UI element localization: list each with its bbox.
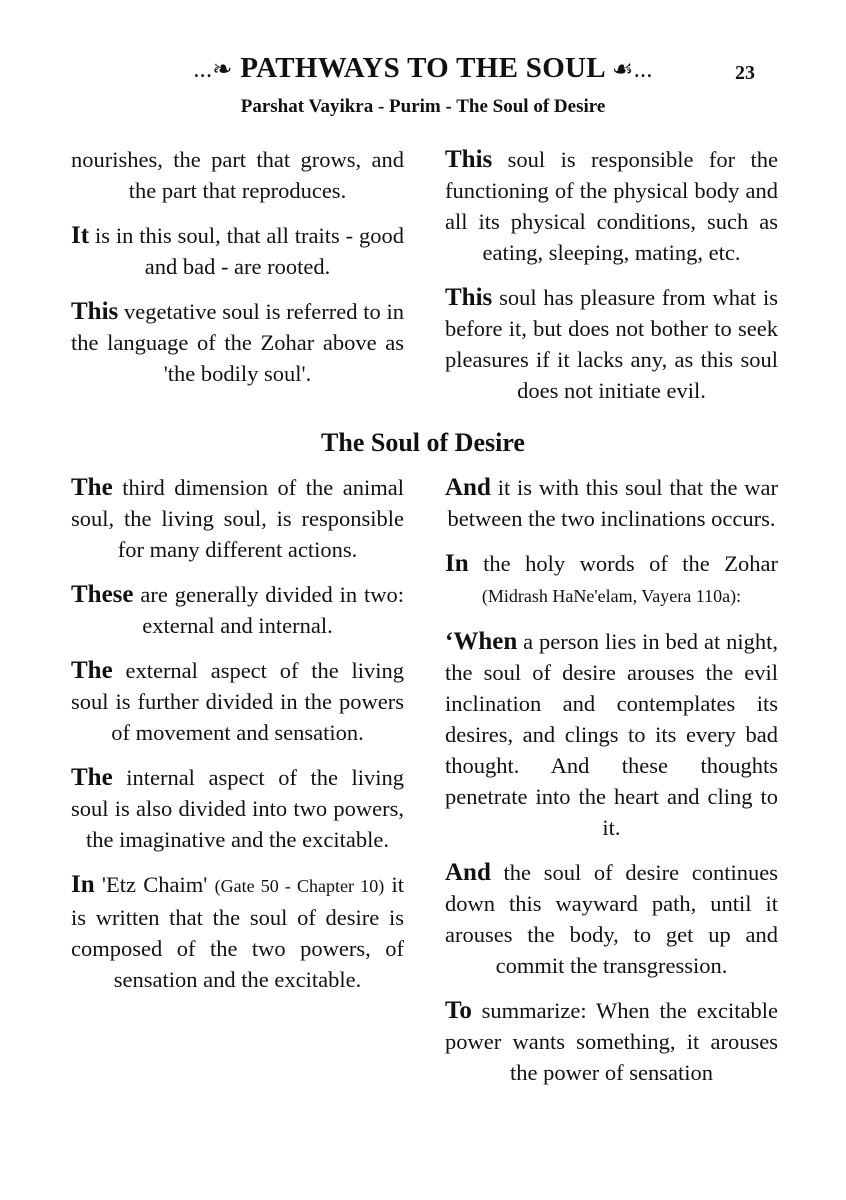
paragraph <box>445 548 778 612</box>
paragraph <box>445 144 778 268</box>
lead-word: This <box>71 298 119 325</box>
lead-word: And <box>445 474 491 501</box>
paragraph <box>445 626 778 843</box>
paragraph-text: soul has pleasure from what is before it, but does not bother to seek pleasures if it lacks any, as this soul does not initiate evil. <box>445 285 778 403</box>
citation: (Gate 50 - Chapter 10) <box>214 876 385 896</box>
paragraph <box>71 762 404 855</box>
section-heading: The Soul of Desire <box>321 428 525 457</box>
lead-word: It <box>71 222 90 249</box>
book-title-text: PATHWAYS TO THE SOUL <box>240 52 605 84</box>
lead-word: The <box>71 474 113 501</box>
ornament-right-icon: ☙... <box>611 57 653 83</box>
paragraph-text: 'Etz Chaim' <box>94 872 215 897</box>
paragraph-text: are generally divided in two: external and internal. <box>133 582 404 638</box>
column-bottom-left <box>71 472 404 1009</box>
paragraph <box>71 472 404 565</box>
paragraph-text: vegetative soul is referred to in the language of the Zohar above as 'the bodily soul'. <box>71 299 404 386</box>
paragraph <box>71 579 404 641</box>
lead-word: These <box>71 581 134 608</box>
paragraph-text: soul is responsible for the functioning of the physical body and all its physical conditions, such as eating, sleeping, mating, etc. <box>445 147 778 265</box>
page-number: 23 <box>735 62 755 84</box>
lead-word: To <box>445 997 472 1024</box>
lead-word: And <box>445 859 491 886</box>
lead-word: In <box>71 871 95 898</box>
lead-word: The <box>71 764 113 791</box>
paragraph-text: the soul of desire continues down this wayward path, until it arouses the body, to get up and commit the transgression. <box>445 860 778 978</box>
book-title <box>0 52 846 85</box>
column-top-left <box>71 144 404 403</box>
paragraph <box>71 296 404 389</box>
lead-word: In <box>445 550 469 577</box>
paragraph-text: external aspect of the living soul is further divided in the powers of movement and sensation. <box>71 658 404 745</box>
paragraph <box>71 144 404 206</box>
citation: (Midrash HaNe'elam, Vayera 110a): <box>481 586 742 606</box>
lead-word: This <box>445 146 493 173</box>
paragraph-text: is in this soul, that all traits - good and bad - are rooted. <box>89 223 404 279</box>
chapter-subtitle: Parshat Vayikra - Purim - The Soul of Desire <box>240 96 606 117</box>
paragraph-text: it is written that the soul of desire is composed of the two powers, of sensation and the excitable. <box>71 872 404 992</box>
running-header <box>0 52 846 92</box>
paragraph-text: summarize: When the excitable power wants something, it arouses the power of sensation <box>445 998 778 1085</box>
ornament-left-icon: ...❧ <box>193 57 233 83</box>
column-bottom-right <box>445 472 778 1102</box>
paragraph <box>71 869 404 995</box>
paragraph-text: a person lies in bed at night, the soul of desire arouses the evil inclination and contemplates its desires, and clings to its every bad thought. And these thoughts penetrate into the heart and cling to it. <box>445 629 778 840</box>
paragraph-text: third dimension of the animal soul, the living soul, is responsible for many different actions. <box>71 475 404 562</box>
lead-word: The <box>71 657 113 684</box>
paragraph <box>445 995 778 1088</box>
lead-word: ‘When <box>445 628 518 655</box>
column-top-right <box>445 144 778 420</box>
paragraph <box>71 655 404 748</box>
paragraph <box>445 472 778 534</box>
paragraph-text: nourishes, the part that grows, and the part that reproduces. <box>71 147 404 203</box>
paragraph <box>445 282 778 406</box>
paragraph <box>71 220 404 282</box>
paragraph <box>445 857 778 981</box>
paragraph-text: the holy words of the Zohar <box>468 551 778 576</box>
lead-word: This <box>445 284 493 311</box>
paragraph-text: it is with this soul that the war between the two inclinations occurs. <box>447 475 778 531</box>
paragraph-text: internal aspect of the living soul is also divided into two powers, the imaginative and the excitable. <box>71 765 404 852</box>
